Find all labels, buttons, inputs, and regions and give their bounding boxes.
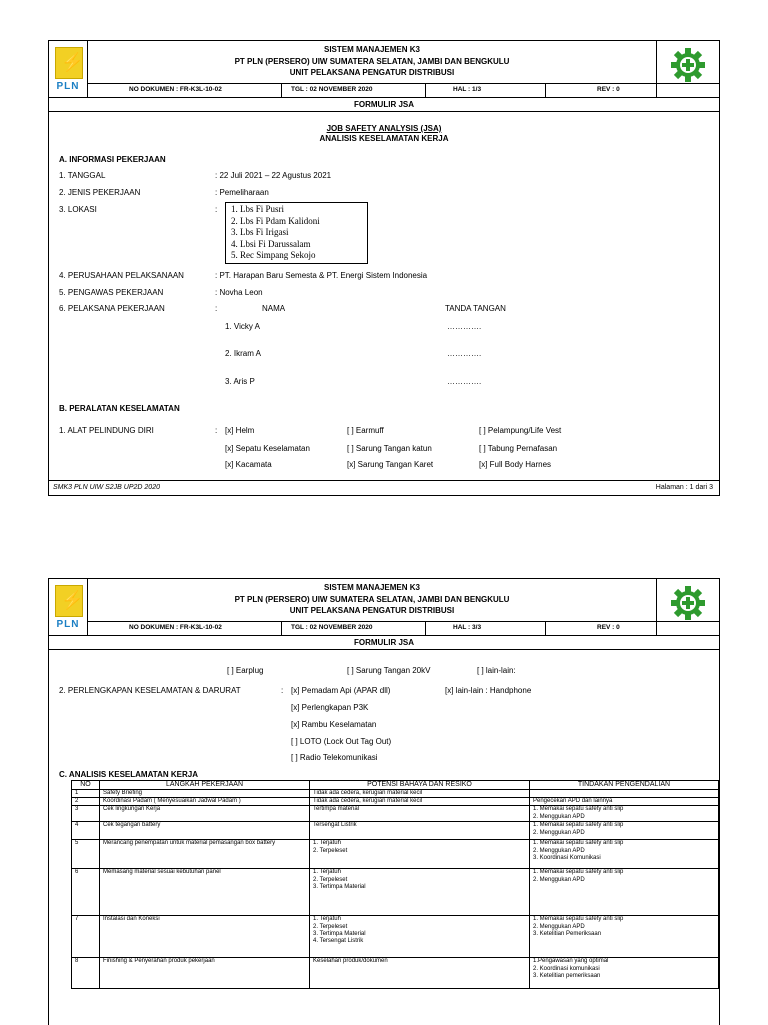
doc-date: TGL : 02 NOVEMBER 2020 bbox=[291, 624, 373, 631]
apd-option: [x] Sepatu Keselamatan bbox=[225, 444, 310, 453]
cell-langkah: Finishing & Penyerahan produk pekerjaan bbox=[100, 958, 310, 989]
jsa-analysis-table bbox=[71, 780, 719, 989]
cell-no: 8 bbox=[72, 958, 100, 989]
cell-langkah: Cek tegangan battery bbox=[100, 822, 310, 840]
perlengkapan-option: [x] Pemadam Api (APAR dll) bbox=[291, 686, 391, 695]
table-row bbox=[72, 840, 719, 869]
nama-header: NAMA bbox=[262, 304, 286, 313]
jsa-title: JOB SAFETY ANALYSIS (JSA) bbox=[326, 124, 442, 133]
revision: REV : 0 bbox=[597, 86, 620, 93]
perlengkapan-option: [x] Perlengkapan P3K bbox=[291, 703, 369, 712]
cell-no: 6 bbox=[72, 869, 100, 916]
cell-tindakan: 1. Memakai sepatu safety anti slip 2. Menggukan APD bbox=[530, 806, 719, 822]
table-row bbox=[72, 790, 719, 798]
apd-option: [ ] Tabung Pernafasan bbox=[479, 444, 558, 453]
cell-langkah: Safety Briefing bbox=[100, 790, 310, 798]
cell-potensi: 1. Terjatuh 2. Terpeleset bbox=[310, 840, 530, 869]
table-row bbox=[72, 822, 719, 840]
cell-langkah: Cek lingkungan Kerja bbox=[100, 806, 310, 822]
apd-option: [ ] Pelampung/Life Vest bbox=[479, 426, 562, 435]
apd-option: [x] Helm bbox=[225, 426, 255, 435]
form-title: FORMULIR JSA bbox=[49, 636, 719, 650]
doc-date: TGL : 02 NOVEMBER 2020 bbox=[291, 86, 373, 93]
form-title: FORMULIR JSA bbox=[49, 98, 719, 112]
cell-langkah: Merancang penempatan untuk material pemasangan box battery bbox=[100, 840, 310, 869]
lokasi-item: 1. Lbs Fi Pusri bbox=[231, 204, 285, 214]
pln-logo-text: PLN bbox=[56, 81, 80, 92]
perusahaan-value: : PT. Harapan Baru Semesta & PT. Energi Sistem Indonesia bbox=[215, 271, 428, 280]
perlengkapan-option: [x] lain-lain : Handphone bbox=[445, 686, 532, 695]
pln-logo-icon: ⚡ bbox=[55, 47, 83, 79]
cell-tindakan: 1.Pengawasan yang optimal 2. Koordinasi komunikasi 3. Ketelitian pemeriksaan bbox=[530, 958, 719, 989]
document-info-row bbox=[87, 83, 719, 98]
cell-langkah: Memasang material sesuai kebutuhan panel bbox=[100, 869, 310, 916]
pengawas-label: 5. PENGAWAS PEKERJAAN bbox=[59, 288, 164, 297]
section-c-heading: C. ANALISIS KESELAMATAN KERJA bbox=[59, 770, 198, 779]
perusahaan-label: 4. PERUSAHAAN PELAKSANAAN bbox=[59, 271, 184, 280]
col-header-tindakan: TINDAKAN PENGENDALIAN bbox=[530, 781, 719, 790]
pelaksana-name: 2. Ikram A bbox=[225, 349, 262, 358]
apd-option: [x] Sarung Tangan Karet bbox=[347, 460, 434, 469]
cell-langkah: Instalasi dan Koneksi bbox=[100, 916, 310, 958]
form-page-1: ⚡ PLN SISTEM MANAJEMEN K3 PT PLN (PERSERO) UIW SUMATERA SELATAN, JAMBI DAN BENGKULU UNIT PELAKSANA PENGATUR DISTRIBUSI NO DOKUMEN : FR-K3L-10-02 TGL : 02 NOVEMBER 2020 HAL : 1/3 REV : 0 FORMULIR JSA JOB SAFETY ANALYSIS (JSA) ANALISIS KESELAMATAN KERJA A. INFORMASI PEKERJAAN 1. TANGGAL : 22 Juli 2021 – 22 Agustus 2021 2. JENIS PEKERJAAN : Pemeliharaan 3. LOKASI : 1. Lbs Fi Pusri 2. Lbs Fi Pdam Kalidoni 3. Lbs Fi Irigasi 4. Lbsi Fi Darussalam 5. Rec Simpang Sekojo 4. PERUSAHAAN PELAKSANAAN : PT. Harapan Baru Semesta & PT. Energi Sistem Indonesia 5. PENGAWAS PEKERJAAN : Novha Leon 6. PELAKSANA PEKERJAAN : NAMA TANDA TANGAN 1. Vicky A …………. 2. Ikram A …………. 3. Aris P …………. B. PERALATAN KESELAMATAN 1. ALAT PELINDUNG DIRI : [x] Helm [ ] Earmuff [ ] Pelampung/Life Vest [x] Sepatu Keselamatan [ ] Sarung Tangan katun [ ] Tabung Pernafasan [x] Kacamata [x] Sarung Tangan Karet [x] Full Body Harnes SMK3 PLN UIW S2JB UP2D 2020 Halaman : 1 dari 3 bbox=[48, 40, 720, 496]
form-header bbox=[49, 579, 719, 636]
apd-option: [ ] Earmuff bbox=[347, 426, 384, 435]
table-row bbox=[72, 869, 719, 916]
apd-option: [ ] lain-lain: bbox=[477, 666, 516, 675]
apd-option: [x] Kacamata bbox=[225, 460, 272, 469]
pelaksana-name: 1. Vicky A bbox=[225, 322, 260, 331]
apd-option: [ ] Earplug bbox=[227, 666, 264, 675]
pln-logo bbox=[49, 41, 88, 97]
form-header bbox=[49, 41, 719, 98]
cell-tindakan: 1. Memakai sepatu safety anti slip 2. Menggukan APD 3. Ketelitian Pemeriksaan bbox=[530, 916, 719, 958]
revision: REV : 0 bbox=[597, 624, 620, 631]
col-header-no: NO bbox=[72, 781, 100, 790]
cell-no: 7 bbox=[72, 916, 100, 958]
jsa-subtitle: ANALISIS KESELAMATAN KERJA bbox=[319, 134, 449, 143]
cell-langkah: Koordinasi Padam ( Menyesuaikan Jadwal Padam ) bbox=[100, 798, 310, 806]
signature-line: …………. bbox=[447, 377, 482, 386]
pln-logo-icon: ⚡ bbox=[55, 585, 83, 617]
section-a-heading: A. INFORMASI PEKERJAAN bbox=[59, 155, 166, 164]
jenis-pekerjaan-value: : Pemeliharaan bbox=[215, 188, 269, 197]
page-number: HAL : 3/3 bbox=[453, 624, 482, 631]
cell-no: 3 bbox=[72, 806, 100, 822]
section-b-heading: B. PERALATAN KESELAMATAN bbox=[59, 404, 180, 413]
pelaksana-name: 3. Aris P bbox=[225, 377, 255, 386]
apd-option: [x] Full Body Harnes bbox=[479, 460, 552, 469]
perlengkapan-option: [ ] Radio Telekomunikasi bbox=[291, 753, 378, 762]
cell-tindakan: Pengecekan APD dan lainnya bbox=[530, 798, 719, 806]
cell-tindakan bbox=[530, 790, 719, 798]
tanggal-label: 1. TANGGAL bbox=[59, 171, 106, 180]
footer-page-count: Halaman : 1 dari 3 bbox=[655, 484, 713, 491]
doc-number: NO DOKUMEN : FR-K3L-10-02 bbox=[129, 624, 222, 631]
table-row bbox=[72, 916, 719, 958]
k3-gear-cross-icon bbox=[670, 47, 706, 83]
pengawas-value: : Novha Leon bbox=[215, 288, 263, 297]
pelaksana-label: 6. PELAKSANA PEKERJAAN bbox=[59, 304, 165, 313]
cell-no: 4 bbox=[72, 822, 100, 840]
signature-line: …………. bbox=[447, 322, 482, 331]
document-info-row bbox=[87, 621, 719, 636]
form-page-3: ⚡ PLN SISTEM MANAJEMEN K3 PT PLN (PERSERO) UIW SUMATERA SELATAN, JAMBI DAN BENGKULU UNIT PELAKSANA PENGATUR DISTRIBUSI NO DOKUMEN : FR-K3L-10-02 TGL : 02 NOVEMBER 2020 HAL : 3/3 REV : 0 FORMULIR JSA [ ] Earplug [ ] Sarung Tangan 20kV [ ] lain-lain: 2. PERLENGKAPAN KESELAMATAN & DARURAT : [x] Pemadam Api (APAR dll) [x] lain-lain : Handphone [x] Perlengkapan P3K [x] Rambu Keselamatan [ ] LOTO (Lock Out Tag Out) [ ] Radio Telekomunikasi C. ANALISIS KESELAMATAN KERJA NO LANGKAH PEKERJAAN POTENSI BAHAYA DAN RESIKO TINDAKAN PENGENDALIAN 1 Safety Briefing Tidak ada cedera, kerugian material kecil 2 Koordinasi Padam ( Menyesuaikan Jadwal Padam ) Tidak ada cedera, kerugian material kecil Pengecekan APD dan lainnya 3 Cek lingkungan Kerja Tertimpa material 1. Memakai sepatu safety anti slip 2. Menggukan APD 4 Cek tegangan battery Tersengat Listrik 1. Memakai sepatu safety anti slip 2. Menggukan APD 5 Merancang penempatan untuk material pemasangan box battery 1. Terjatuh 2. Terpeleset 1. Memakai sepatu safety anti slip 2. Menggukan APD 3. Koordinasi Komunikasi 6 Memasang material sesuai kebutuhan panel 1. Terjatuh 2. Terpeleset 3. Tertimpa Material 1. Memakai sepatu safety anti slip 2. Menggukan APD 7 Instalasi dan Koneksi 1. Terjatuh 2. Terpeleset 3. Tertimpa Material 4. Tersengat Listrik 1. Memakai sepatu safety anti slip 2. Menggukan APD 3. Ketelitian Pemeriksaan 8 Finishing & Penyerahan produk pekerjaan Keselahan produk/dokumen 1.Pengawasan yang optimal 2. Koordinasi komunikasi 3. Ketelitian pemeriksaan bbox=[48, 578, 720, 1025]
signature-line: …………. bbox=[447, 349, 482, 358]
tanggal-value: : 22 Juli 2021 – 22 Agustus 2021 bbox=[215, 171, 332, 180]
cell-tindakan: 1. Memakai sepatu safety anti slip 2. Menggukan APD 3. Koordinasi Komunikasi bbox=[530, 840, 719, 869]
perlengkapan-label: 2. PERLENGKAPAN KESELAMATAN & DARURAT bbox=[59, 686, 241, 695]
col-header-potensi: POTENSI BAHAYA DAN RESIKO bbox=[310, 781, 530, 790]
jenis-pekerjaan-label: 2. JENIS PEKERJAAN bbox=[59, 188, 141, 197]
k3-gear-cross-icon bbox=[670, 585, 706, 621]
table-row bbox=[72, 806, 719, 822]
apd-label: 1. ALAT PELINDUNG DIRI bbox=[59, 426, 154, 435]
cell-no: 5 bbox=[72, 840, 100, 869]
apd-option: [ ] Sarung Tangan 20kV bbox=[347, 666, 431, 675]
footer-doc-code: SMK3 PLN UIW S2JB UP2D 2020 bbox=[53, 484, 160, 491]
header-title: SISTEM MANAJEMEN K3 PT PLN (PERSERO) UIW SUMATERA SELATAN, JAMBI DAN BENGKULU UNIT PELAKSANA PENGATUR DISTRIBUSI bbox=[234, 45, 510, 77]
perlengkapan-option: [ ] LOTO (Lock Out Tag Out) bbox=[291, 737, 392, 746]
header-title: SISTEM MANAJEMEN K3 PT PLN (PERSERO) UIW SUMATERA SELATAN, JAMBI DAN BENGKULU UNIT PELAKSANA PENGATUR DISTRIBUSI bbox=[234, 583, 510, 615]
cell-tindakan: 1. Memakai sepatu safety anti slip 2. Menggukan APD bbox=[530, 869, 719, 916]
lokasi-item: 3. Lbs Fi Irigasi bbox=[231, 227, 289, 238]
cell-potensi: 1. Terjatuh 2. Terpeleset 3. Tertimpa Material bbox=[310, 869, 530, 916]
page-footer bbox=[49, 480, 719, 495]
lokasi-label: 3. LOKASI bbox=[59, 205, 97, 214]
lokasi-item: 4. Lbsi Fi Darussalam bbox=[231, 238, 311, 249]
pln-logo-text: PLN bbox=[56, 619, 80, 630]
col-header-langkah: LANGKAH PEKERJAAN bbox=[100, 781, 310, 790]
cell-potensi: Tertimpa material bbox=[310, 806, 530, 822]
cell-potensi: Tidak ada cedera, kerugian material kecil bbox=[310, 790, 530, 798]
tanda-tangan-header: TANDA TANGAN bbox=[445, 304, 506, 313]
perlengkapan-option: [x] Rambu Keselamatan bbox=[291, 720, 377, 729]
table-header-row bbox=[72, 781, 719, 790]
lokasi-item: 2. Lbs Fi Pdam Kalidoni bbox=[231, 215, 320, 226]
cell-potensi: 1. Terjatuh 2. Terpeleset 3. Tertimpa Material 4. Tersengat Listrik bbox=[310, 916, 530, 958]
table-row bbox=[72, 958, 719, 989]
cell-no: 2 bbox=[72, 798, 100, 806]
pln-logo bbox=[49, 579, 88, 635]
page-number: HAL : 1/3 bbox=[453, 86, 482, 93]
lokasi-item: 5. Rec Simpang Sekojo bbox=[231, 250, 316, 261]
cell-potensi: Keselahan produk/dokumen bbox=[310, 958, 530, 989]
cell-potensi: Tersengat Listrik bbox=[310, 822, 530, 840]
cell-potensi: Tidak ada cedera, kerugian material kecil bbox=[310, 798, 530, 806]
cell-no: 1 bbox=[72, 790, 100, 798]
table-row bbox=[72, 798, 719, 806]
doc-number: NO DOKUMEN : FR-K3L-10-02 bbox=[129, 86, 222, 93]
lokasi-list bbox=[225, 202, 368, 264]
cell-tindakan: 1. Memakai sepatu safety anti slip 2. Menggukan APD bbox=[530, 822, 719, 840]
apd-option: [ ] Sarung Tangan katun bbox=[347, 444, 432, 453]
